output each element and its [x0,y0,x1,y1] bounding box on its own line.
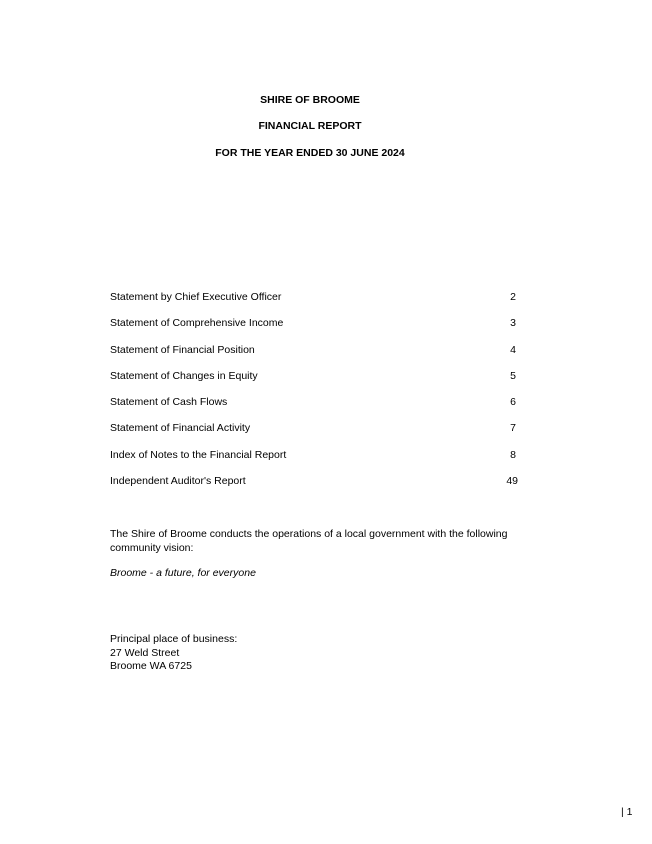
toc-row [110,370,520,396]
toc-row [110,344,520,370]
toc-row [110,396,520,422]
toc-row [110,449,520,475]
report-period: FOR THE YEAR ENDED 30 JUNE 2024 [215,147,405,159]
toc-page-number: 49 [506,475,518,488]
address-heading: Principal place of business: [110,633,238,645]
toc-label: Statement of Financial Position [110,343,255,356]
toc-row [110,475,520,501]
entity-title: SHIRE OF BROOME [260,94,360,106]
page-number: | 1 [621,806,633,818]
toc-label: Statement of Comprehensive Income [110,317,284,330]
vision-intro: The Shire of Broome conducts the operations of a local government with the following community vision: [110,528,508,554]
address-locality: Broome WA 6725 [110,660,192,672]
toc-page-number: 2 [510,291,516,303]
toc-page-number: 6 [510,396,516,409]
toc-page-number: 7 [510,422,516,435]
toc-label: Index of Notes to the Financial Report [110,448,287,461]
toc-page-number: 4 [510,343,516,356]
toc-label: Statement by Chief Executive Officer [110,291,282,303]
toc-page-number: 5 [510,369,516,382]
toc-label: Statement of Cash Flows [110,396,228,409]
address-street: 27 Weld Street [110,646,180,659]
report-title: FINANCIAL REPORT [258,120,362,132]
vision-statement: Broome - a future, for everyone [110,567,256,579]
principal-place-of-business [110,633,237,674]
toc-row [110,317,520,343]
toc-label: Independent Auditor's Report [110,475,246,488]
toc-label: Statement of Financial Activity [110,422,251,435]
toc-label: Statement of Changes in Equity [110,369,258,382]
table-of-contents [110,291,520,501]
toc-row [110,291,520,317]
toc-page-number: 8 [510,448,516,461]
toc-page-number: 3 [510,317,516,330]
toc-row [110,422,520,448]
